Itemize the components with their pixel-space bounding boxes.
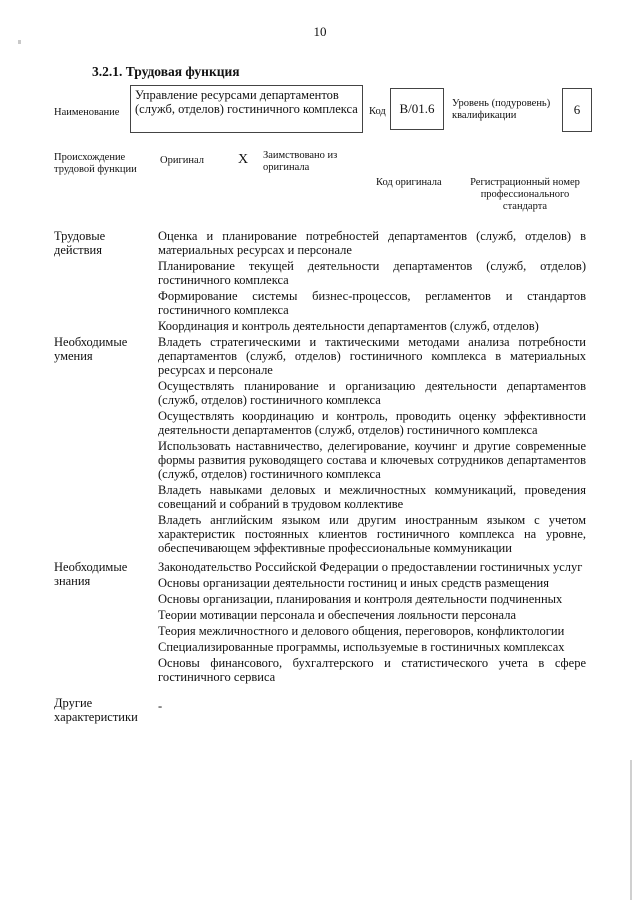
skill-item: Владеть английским языком или другим иностранным языком с учетом характеристик постоянных клиентов гостиничного комплекса на уровне, обеспечивающем эффективные профессиональные коммуникации: [158, 513, 586, 555]
knowledge-item: Теории мотивации персонала и обеспечения лояльности персонала: [158, 608, 516, 622]
scan-edge-mark: [630, 760, 632, 900]
actions-label: Трудовые действия: [54, 229, 106, 257]
action-item: Планирование текущей деятельности департаментов (служб, отделов) гостиничного комплекса: [158, 259, 586, 287]
function-code-box: B/01.6: [390, 88, 444, 130]
function-name-box: Управление ресурсами департаментов (служб, отделов) гостиничного комплекса: [130, 85, 363, 133]
skill-item: Владеть навыками деловых и межличностных коммуникаций, проведения совещаний и собраний в трудовом коллективе: [158, 483, 586, 511]
skills-label: Необходимые умения: [54, 335, 128, 363]
skill-item: Осуществлять координацию и контроль, проводить оценку эффективности деятельности департаментов (служб, отделов) гостиничного комплекса: [158, 409, 586, 437]
action-item: Оценка и планирование потребностей департаментов (служб, отделов) в материальных ресурсах и персонале: [158, 229, 586, 257]
qualification-level-label: Уровень (подуровень) квалификации: [452, 98, 551, 121]
code-label: Код: [369, 106, 386, 117]
knowledge-item: Основы организации деятельности гостиниц и иных средств размещения: [158, 576, 549, 590]
knowledge-item: Основы организации, планирования и контроля деятельности подчиненных: [158, 592, 563, 606]
other-characteristics-label: Другие характеристики: [54, 696, 138, 724]
skill-item: Владеть стратегическими и тактическими методами анализа потребности департаментов (служб, отделов) гостиничного комплекса в материальных ресурсах и персонале: [158, 335, 586, 377]
knowledge-item: Специализированные программы, используемые в гостиничных комплексах: [158, 640, 565, 654]
code-original-label: Код оригинала: [376, 177, 442, 188]
original-x-mark: X: [238, 152, 249, 167]
knowledge-label: Необходимые знания: [54, 560, 128, 588]
qualification-level-box: 6: [562, 88, 592, 132]
actions-list: [158, 229, 586, 335]
origin-label: Происхождение трудовой функции: [54, 152, 137, 175]
knowledge-list: [158, 560, 586, 686]
name-label: Наименование: [54, 107, 120, 118]
knowledge-item: Законодательство Российской Федерации о предоставлении гостиничных услуг: [158, 560, 583, 574]
page-number: 10: [313, 24, 327, 39]
knowledge-item: Основы финансового, бухгалтерского и статистического учета в сфере гостиничного сервиса: [158, 656, 586, 684]
action-item: Формирование системы бизнес-процессов, регламентов и стандартов гостиничного комплекса: [158, 289, 586, 317]
skills-list: [158, 335, 586, 557]
other-characteristics-value: -: [158, 699, 163, 713]
action-item: Координация и контроль деятельности департаментов (служб, отделов): [158, 319, 539, 333]
skill-item: Использовать наставничество, делегирование, коучинг и другие современные формы развития руководящего состава и ключевых сотрудников департаментов (служб, отделов) гостиничного комплекса: [158, 439, 586, 481]
reg-number-label: Регистрационный номер профессионального стандарта: [470, 177, 580, 212]
knowledge-item: Теория межличностного и делового общения, переговоров, конфликтологии: [158, 624, 565, 638]
borrowed-label: Заимствовано из оригинала: [263, 150, 338, 173]
original-label: Оригинал: [160, 155, 204, 166]
scan-dot: [18, 40, 21, 44]
section-title: 3.2.1. Трудовая функция: [92, 64, 240, 79]
skill-item: Осуществлять планирование и организацию деятельности департаментов (служб, отделов) гостиничного комплекса: [158, 379, 586, 407]
